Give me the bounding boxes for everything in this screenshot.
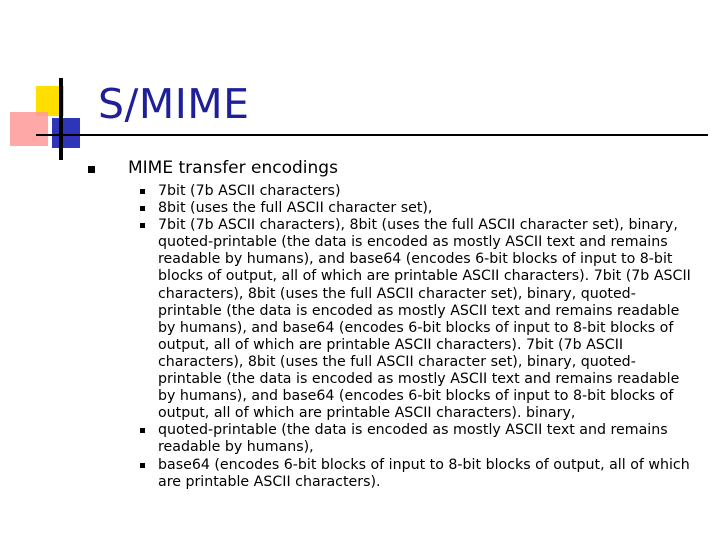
list-item xyxy=(138,183,698,200)
square-bullet-icon xyxy=(140,428,145,433)
square-bullet-icon xyxy=(88,166,95,173)
logo-blue-square xyxy=(52,118,80,148)
list-item xyxy=(138,200,698,217)
square-bullet-icon xyxy=(140,206,145,211)
title-divider-line xyxy=(36,134,708,136)
logo-vertical-line xyxy=(59,78,63,160)
list-item xyxy=(138,422,698,456)
list-item-text: base64 (encodes 6-bit blocks of input to 8-bit blocks of output, all of which are printable ASCII characters). xyxy=(158,456,690,490)
logo-red-square xyxy=(10,112,48,146)
square-bullet-icon xyxy=(140,223,145,228)
square-bullet-icon xyxy=(140,189,145,194)
list-item xyxy=(138,457,698,491)
list-item-text: 7bit (7b ASCII characters), 8bit (uses the full ASCII character set), binary, quoted-printable (the data is encoded as mostly ASCII text and remains readable by humans), and base64 (encodes 6-bit blocks of input to 8-bit blocks of output, all of which are printable ASCII characters). 7bit (7b ASCII characters), 8bit (uses the full ASCII character set), binary, quoted-printable (the data is encoded as mostly ASCII text and remains readable by humans), and base64 (encodes 6-bit blocks of input to 8-bit blocks of output, all of which are printable ASCII characters). 7bit (7b ASCII characters), 8bit (uses the full ASCII character set), binary, quoted-printable (the data is encoded as mostly ASCII text and remains readable by humans), and base64 (encodes 6-bit blocks of input to 8-bit blocks of output, all of which are printable ASCII characters). binary, xyxy=(158,217,691,422)
list-item-text: quoted-printable (the data is encoded as mostly ASCII text and remains readable by humans), xyxy=(158,422,668,456)
main-bullet-text: MIME transfer encodings xyxy=(128,158,338,178)
square-bullet-icon xyxy=(140,463,145,468)
sub-bullet-list xyxy=(138,183,698,491)
list-item-text: 7bit (7b ASCII characters) xyxy=(158,183,341,199)
decorative-logo xyxy=(0,0,110,170)
list-item-text: 8bit (uses the full ASCII character set), xyxy=(158,200,433,217)
list-item xyxy=(138,217,698,422)
slide-title: S/MIME xyxy=(98,80,250,128)
